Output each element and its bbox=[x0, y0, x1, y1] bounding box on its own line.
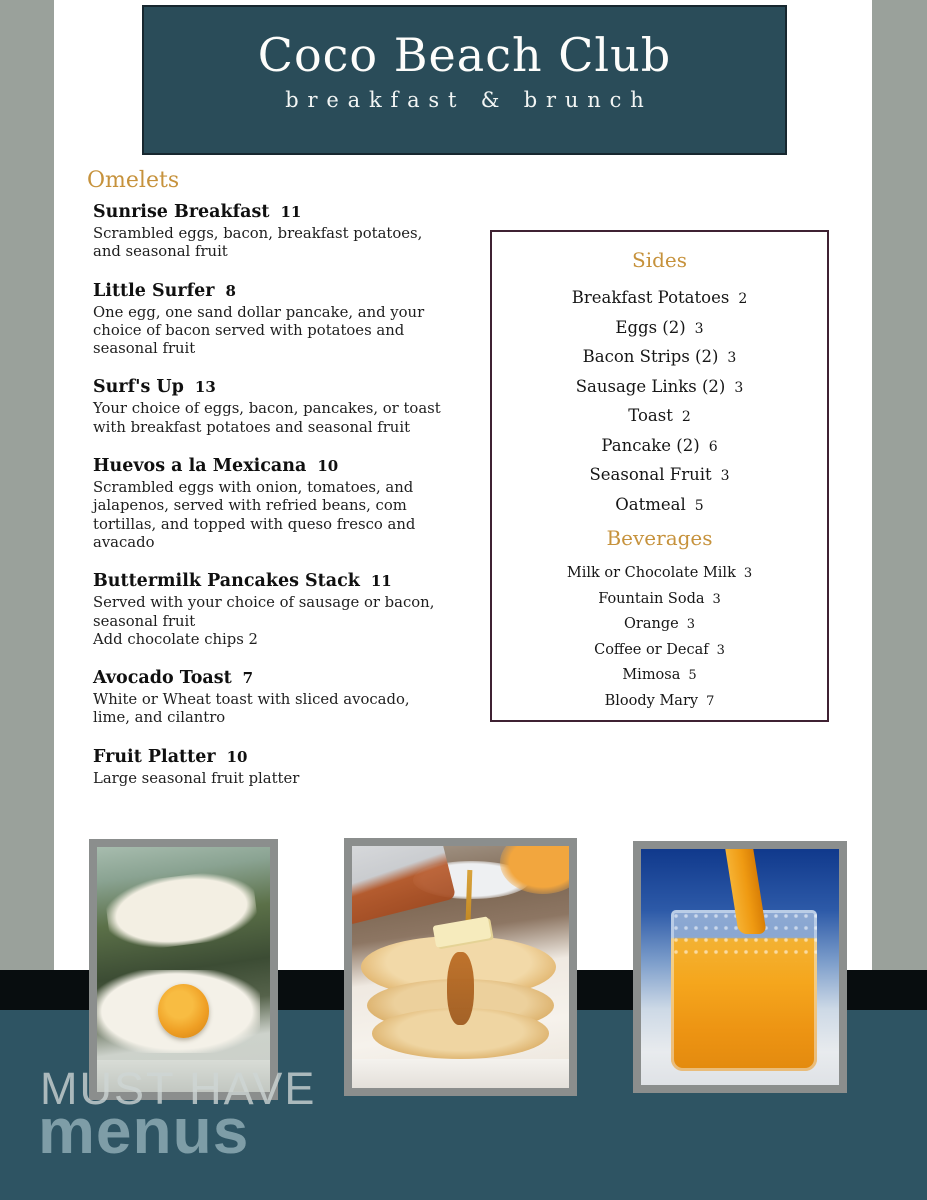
menu-item-price: 13 bbox=[194, 378, 216, 397]
menu-item-description: Scrambled eggs, bacon, breakfast potatoes, and seasonal fruit bbox=[93, 225, 423, 261]
menu-item-header bbox=[93, 377, 449, 398]
menu-item-header bbox=[93, 281, 449, 302]
menu-item-description: Your choice of eggs, bacon, pancakes, or toast with breakfast potatoes and seasonal fruit bbox=[93, 400, 441, 436]
side-item-price: 3 bbox=[734, 379, 744, 396]
menu-item-price: 10 bbox=[226, 747, 248, 766]
beverage-item-name: Bloody Mary bbox=[604, 692, 699, 709]
beverage-item-price: 3 bbox=[686, 617, 695, 632]
menu-item-name: Buttermilk Pancakes Stack bbox=[93, 571, 360, 592]
beverage-item-name: Coffee or Decaf bbox=[594, 641, 709, 658]
side-item-name: Breakfast Potatoes bbox=[571, 288, 730, 307]
beverage-item bbox=[492, 587, 827, 613]
side-item-price: 3 bbox=[727, 350, 737, 366]
menu-item-price: 11 bbox=[280, 203, 302, 221]
header-banner bbox=[142, 5, 787, 155]
beverage-item-price: 3 bbox=[716, 642, 725, 658]
page-frame-right bbox=[872, 0, 927, 970]
side-item-price: 5 bbox=[694, 497, 704, 514]
menu-item-name: Little Surfer bbox=[93, 280, 215, 301]
side-item bbox=[492, 373, 827, 403]
menu-item bbox=[93, 377, 449, 437]
section-heading-omelets: Omelets bbox=[87, 168, 180, 193]
side-item-name: Eggs (2) bbox=[615, 317, 686, 337]
menu-item-name: Fruit Platter bbox=[93, 746, 216, 767]
watermark-must-have: MUST HAVE bbox=[40, 1063, 317, 1114]
pancake-plate bbox=[352, 1059, 569, 1088]
side-item-name: Bacon Strips (2) bbox=[582, 347, 719, 366]
beverage-item-name: Mimosa bbox=[622, 667, 681, 683]
side-item bbox=[492, 284, 827, 314]
side-item bbox=[492, 491, 827, 521]
menu-item-description: Large seasonal fruit platter bbox=[93, 769, 300, 787]
menu-item bbox=[93, 456, 449, 552]
menu-item-name: Surf's Up bbox=[93, 377, 184, 398]
menu-item bbox=[93, 571, 449, 649]
side-item-price: 3 bbox=[694, 320, 704, 337]
menu-item-header bbox=[93, 202, 449, 223]
side-item-name: Seasonal Fruit bbox=[589, 465, 712, 484]
section-heading-sides: Sides bbox=[632, 248, 687, 272]
beverage-item bbox=[492, 612, 827, 638]
side-item bbox=[492, 432, 827, 462]
page-frame-left bbox=[0, 0, 54, 970]
orange-juice-photo bbox=[633, 841, 847, 1093]
side-item-price: 2 bbox=[681, 409, 691, 425]
sides-item-list bbox=[492, 284, 827, 520]
beverage-item bbox=[492, 663, 827, 689]
menu-item-name: Huevos a la Mexicana bbox=[93, 456, 307, 477]
menu-item-description: One egg, one sand dollar pancake, and your choice of bacon served with potatoes and seasonal fruit bbox=[93, 303, 425, 358]
menu-item-price: 7 bbox=[242, 669, 254, 688]
restaurant-title: Coco Beach Club bbox=[257, 28, 672, 82]
menu-item-header bbox=[93, 571, 449, 592]
sides-beverages-box bbox=[490, 230, 829, 722]
menu-item-description: Served with your choice of sausage or bacon, seasonal fruit bbox=[93, 594, 435, 630]
menu-item bbox=[93, 281, 449, 359]
beverage-item-name: Milk or Chocolate Milk bbox=[566, 565, 736, 581]
menu-item-header bbox=[93, 747, 449, 768]
menu-item bbox=[93, 747, 449, 788]
side-item bbox=[492, 461, 827, 491]
side-item bbox=[492, 314, 827, 344]
menu-item-name: Sunrise Breakfast bbox=[93, 202, 270, 222]
side-item bbox=[492, 402, 827, 432]
side-item-name: Sausage Links (2) bbox=[575, 376, 726, 396]
menu-item-name: Avocado Toast bbox=[93, 668, 232, 689]
beverage-item bbox=[492, 561, 827, 587]
beverage-item bbox=[492, 638, 827, 664]
beverage-item-name: Orange bbox=[624, 616, 679, 632]
menu-item-header bbox=[93, 668, 449, 689]
side-item bbox=[492, 343, 827, 373]
side-item-price: 3 bbox=[720, 468, 730, 484]
side-item-name: Oatmeal bbox=[615, 494, 686, 514]
egg-yolk bbox=[158, 984, 210, 1038]
beverage-item-price: 5 bbox=[688, 668, 697, 683]
side-item-name: Pancake (2) bbox=[601, 435, 700, 455]
beverage-item-name: Fountain Soda bbox=[598, 590, 705, 607]
menu-item-note: Add chocolate chips 2 bbox=[93, 630, 258, 648]
side-item-price: 2 bbox=[738, 291, 748, 307]
menu-item-header bbox=[93, 456, 449, 477]
menu-item bbox=[93, 202, 449, 262]
side-item-name: Toast bbox=[628, 406, 673, 425]
side-item-price: 6 bbox=[708, 438, 718, 455]
watermark-menus: menus bbox=[38, 1095, 250, 1167]
menu-item bbox=[93, 668, 449, 728]
menu-item-description: White or Wheat toast with sliced avocado, lime, and cilantro bbox=[93, 691, 410, 727]
beverage-item bbox=[492, 689, 827, 715]
menu-item-price: 8 bbox=[225, 281, 236, 300]
menu-item-price: 10 bbox=[317, 457, 339, 476]
section-heading-beverages: Beverages bbox=[606, 526, 713, 550]
pancakes-photo bbox=[344, 838, 577, 1096]
menu-item-price: 11 bbox=[370, 572, 392, 591]
beverage-item-price: 3 bbox=[712, 591, 721, 607]
fried-eggs-photo bbox=[89, 839, 278, 1100]
syrup-drip bbox=[447, 952, 473, 1025]
beverage-item-price: 7 bbox=[706, 693, 715, 709]
menu-item-description: Scrambled eggs with onion, tomatoes, and jalapenos, served with refried beans, com tortillas, and topped with queso fresco and avacado bbox=[93, 479, 416, 551]
menu-subtitle: breakfast & brunch bbox=[285, 88, 653, 113]
beverage-item-price: 3 bbox=[743, 566, 753, 581]
omelets-item-list bbox=[93, 202, 449, 807]
beverages-item-list bbox=[492, 561, 827, 714]
